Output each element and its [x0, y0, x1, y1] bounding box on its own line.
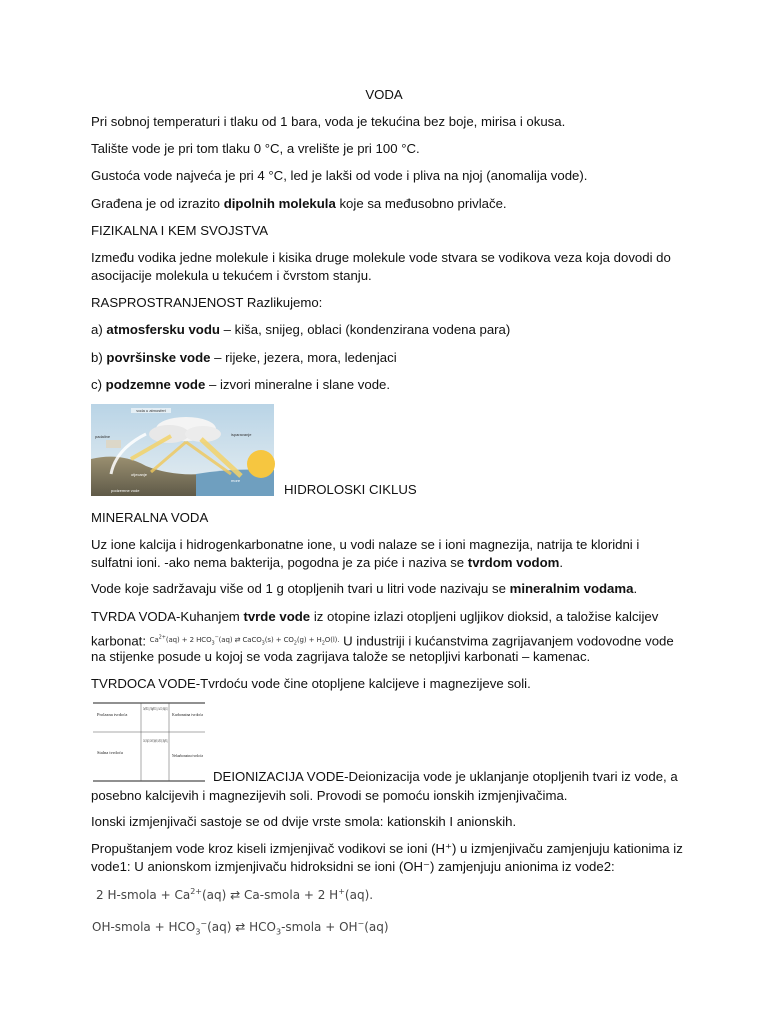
- list-a-bold: atmosfersku vodu: [106, 322, 220, 337]
- table-row1-right: Karbonatna tvrdoća: [172, 712, 204, 717]
- p8-text-a: TVRDA VODA-Kuhanjem: [91, 609, 244, 624]
- list-c-bold: podzemne vode: [105, 377, 206, 392]
- p8-text-c: iz otopine izlazi otopljeni ugljikov dioksid, a taložise kalcijev: [310, 609, 659, 624]
- paragraph-2: Talište vode je pri tom tlaku 0 °C, a vrelište je pri 100 °C.: [91, 141, 420, 156]
- list-item-a: [91, 321, 510, 339]
- p6-text-c: .: [559, 555, 564, 570]
- list-item-c: [91, 376, 390, 394]
- paragraph-12-line-1: Propuštanjem vode kroz kiseli izmjenjivač vodikovi se ioni (H⁺) u izmjenjivaču zamjenjuju kationima iz: [91, 841, 683, 856]
- paragraph-5-line-2: asocijacije molekula u tekućem i čvrstom stanju.: [91, 268, 372, 283]
- paragraph-8-line-1: [91, 608, 658, 626]
- label-left: padaline: [95, 434, 111, 439]
- table-row2-mid: CaCl₂ MgCl₂ CaSO₄ MgSO₄ Ca(NO₃)₂ Mg(NO₃)₂: [143, 739, 169, 743]
- list-b-prefix: b): [91, 350, 107, 365]
- figure-caption: HIDROLOSKI CIKLUS: [284, 482, 417, 497]
- table-row2-right: Nekarbonatna tvrdoća: [172, 753, 204, 758]
- list-b-bold: površinske vode: [106, 350, 211, 365]
- heading-rasprostranjenost: RASPROSTRANJENOST Razlikujemo:: [91, 295, 323, 310]
- hardness-table: [93, 702, 205, 782]
- paragraph-10-line-2: posebno kalcijevih i magnezijevih soli. Provodi se pomoću ionskih izmjenjivačima.: [91, 788, 568, 803]
- p4-text-c: koje sa međusobno privlače.: [335, 196, 507, 211]
- paragraph-11: Ionski izmjenjivači sastoje se od dvije vrste smola: kationskih I anionskih.: [91, 814, 517, 829]
- table-row1-left: Prolazna tvrdoća: [97, 712, 128, 717]
- label-mid: otjecanje: [131, 472, 148, 477]
- p6-bold: tvrdom vodom: [467, 555, 560, 570]
- paragraph-4: [91, 195, 507, 213]
- table-row1-mid: Ca(HCO₃)₂ Mg(HCO₃)₂ CaCO₃ MgCO₃: [143, 707, 169, 711]
- heading-fizikalna: FIZIKALNA I KEM SVOJSTVA: [91, 223, 269, 238]
- list-a-prefix: a): [91, 322, 107, 337]
- p7-bold: mineralnim vodama: [509, 581, 634, 596]
- p8-karbonat: karbonat:: [91, 633, 146, 649]
- list-item-b: [91, 349, 397, 367]
- paragraph-5-line-1: Između vodika jedne molekule i kisika druge molekule vode stvara se vodikova veza koja dovodi do: [91, 250, 671, 265]
- ion-exchange-equation-2: OH-smola + $HCO_3^-(aq)$ ⇄ $HCO_3$-smola + OH−(aq): [92, 919, 389, 937]
- p7-text-c: .: [633, 581, 638, 596]
- p7-text-a: Vode koje sadržavaju više od 1 g otopljenih tvari u litri vode nazivaju se: [91, 581, 510, 596]
- p8-text-c2: U industriji i kućanstvima zagrijavanjem vodovodne vode: [343, 633, 674, 649]
- paragraph-6-line-1: Uz ione kalcija i hidrogenkarbonatne ione, u vodi nalaze se i ioni magnezija, natrija te kloridni i: [91, 537, 640, 552]
- paragraph-1: Pri sobnoj temperaturi i tlaku od 1 bara, voda je tekućina bez boje, mirisa i okusa.: [91, 114, 566, 129]
- karbonat-equation: Ca2+(aq) + 2 HCO3−(aq) ⇄ CaCO3(s) + CO2(g) + H2O(l).: [149, 635, 340, 647]
- paragraph-3: Gustoća vode najveća je pri 4 °C, led je lakši od vode i pliva na njoj (anomalija vode).: [91, 168, 588, 183]
- paragraph-10-line-1: DEIONIZACIJA VODE-Deionizacija vode je uklanjanje otopljenih tvari iz vode, a: [213, 769, 678, 784]
- label-right: isparavanje: [231, 432, 252, 437]
- list-b-rest: – rijeke, jezera, mora, ledenjaci: [210, 350, 397, 365]
- label-ground: podzemne vode: [111, 488, 140, 493]
- label-sea: more: [231, 478, 241, 483]
- paragraph-12-line-2: vode1: U anionskom izmjenjivaču hidroksidni se ioni (OH⁻) zamjenjuju anionima iz vode2:: [91, 859, 615, 874]
- doc-title: VODA: [365, 87, 403, 102]
- table-row2-left: Stalna tvrdoća: [97, 750, 123, 755]
- list-a-rest: – kiša, snijeg, oblaci (kondenzirana vodena para): [219, 322, 511, 337]
- p4-bold: dipolnih molekula: [223, 196, 336, 211]
- ion-exchange-equation-1: 2 H-smola + $Ca^{2+}(aq)$ ⇄ Ca-smola + 2 H+(aq).: [96, 887, 374, 902]
- p8-bold: tvrde vode: [243, 609, 311, 624]
- paragraph-8-line-3: na stijenke posude u kojoj se voda zagrijava talože se netopljivi karbonati – kamenac.: [91, 649, 591, 664]
- label-top: voda u atmosferi: [136, 408, 166, 413]
- p6-text-a: sulfatni ioni. -ako nema bakterija, pogodna je za piće i naziva se: [91, 555, 468, 570]
- paragraph-6-line-2: [91, 554, 563, 572]
- water-cycle-illustration: [91, 404, 274, 496]
- paragraph-9: TVRDOCA VODE-Tvrdoću vode čine otopljene kalcijeve i magnezijeve soli.: [91, 676, 531, 691]
- heading-mineralna: MINERALNA VODA: [91, 510, 209, 525]
- paragraph-7: [91, 580, 637, 598]
- list-c-rest: – izvori mineralne i slane vode.: [205, 377, 391, 392]
- p4-text-a: Građena je od izrazito: [91, 196, 224, 211]
- list-c-prefix: c): [91, 377, 106, 392]
